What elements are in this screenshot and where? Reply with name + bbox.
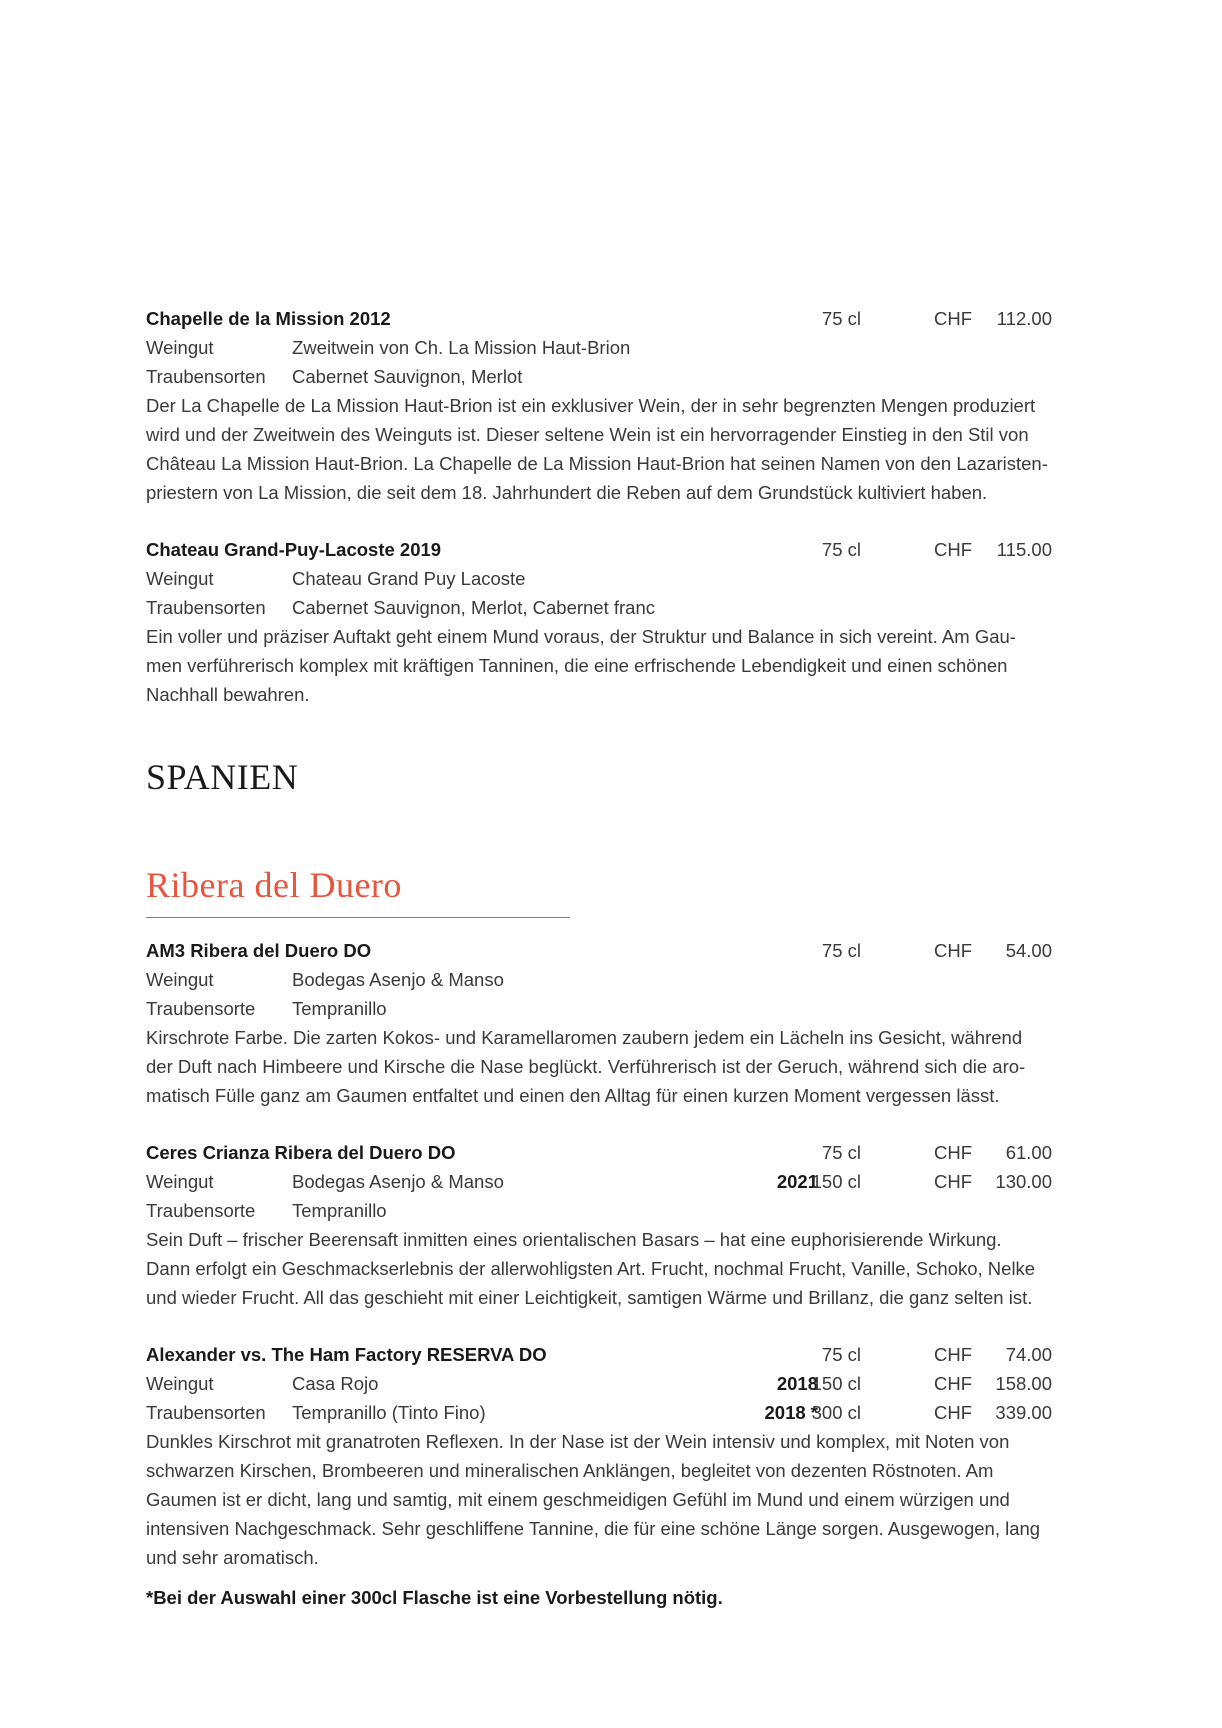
desc-line: und sehr aromatisch. bbox=[146, 1547, 319, 1568]
trauben-label: Traubensorte bbox=[146, 998, 256, 1019]
desc-line: Dann erfolgt ein Geschmackserlebnis der allerwohligsten Art. Frucht, nochmal Frucht, Vanille, Schoko, Nelke bbox=[146, 1258, 1036, 1279]
desc-line: Dunkles Kirschrot mit granatroten Reflexen. In der Nase ist der Wein intensiv und komplex, mit Noten von bbox=[146, 1431, 1010, 1452]
desc-line: Château La Mission Haut-Brion. La Chapelle de La Mission Haut-Brion hat seinen Namen von den Lazaristen- bbox=[146, 453, 1048, 474]
region-heading: Ribera del Duero bbox=[146, 865, 402, 905]
wine-trauben-row bbox=[146, 593, 1066, 622]
trauben-label: Traubensorten bbox=[146, 366, 266, 387]
trauben-label: Traubensorte bbox=[146, 1200, 256, 1221]
wine-price: 130.00 bbox=[995, 1171, 1052, 1192]
wine-weingut-row bbox=[146, 965, 1066, 994]
desc-line: Gaumen ist er dicht, lang und samtig, mit einem geschmeidigen Gefühl im Mund und einem würzigen und bbox=[146, 1489, 1010, 1510]
trauben-value: Cabernet Sauvignon, Merlot, Cabernet franc bbox=[292, 597, 656, 618]
trauben-value: Cabernet Sauvignon, Merlot bbox=[292, 366, 523, 387]
country-heading: SPANIEN bbox=[146, 757, 299, 797]
wine-price: 112.00 bbox=[996, 308, 1052, 329]
desc-line: Kirschrote Farbe. Die zarten Kokos- und Karamellaromen zaubern jedem ein Lächeln ins Gesicht, während bbox=[146, 1027, 1023, 1048]
desc-line: matisch Fülle ganz am Gaumen entfaltet und einen den Alltag für einen kurzen Moment vergessen lässt. bbox=[146, 1085, 1000, 1106]
wine-header-row bbox=[146, 936, 1066, 965]
weingut-label: Weingut bbox=[146, 337, 214, 358]
weingut-label: Weingut bbox=[146, 969, 214, 990]
desc-line: Der La Chapelle de La Mission Haut-Brion ist ein exklusiver Wein, der in sehr begrenzten Mengen produziert bbox=[146, 395, 1036, 416]
wine-currency: CHF bbox=[934, 1373, 973, 1394]
wine-header-row bbox=[146, 535, 1066, 564]
desc-line: Nachhall bewahren. bbox=[146, 684, 310, 705]
desc-line: men verführerisch komplex mit kräftigen Tanninen, die eine erfrischende Lebendigkeit und einen schönen bbox=[146, 655, 1008, 676]
wine-price: 74.00 bbox=[1005, 1344, 1052, 1365]
wine-weingut-row bbox=[146, 333, 1066, 362]
weingut-value: Bodegas Asenjo & Manso bbox=[292, 969, 504, 990]
wine-price: 158.00 bbox=[995, 1373, 1052, 1394]
wine-volume: 75 cl bbox=[821, 1142, 861, 1163]
trauben-value: Tempranillo (Tinto Fino) bbox=[292, 1402, 486, 1423]
vintage-year: 2018 bbox=[776, 1373, 818, 1394]
desc-line: der Duft nach Himbeere und Kirsche die Nase beglückt. Verführerisch ist der Geruch, während sich die aro- bbox=[146, 1056, 1026, 1077]
wine-weingut-row bbox=[146, 1369, 1066, 1398]
wine-description bbox=[146, 1023, 1066, 1110]
wine-name: AM3 Ribera del Duero DO bbox=[146, 940, 372, 961]
desc-line: Sein Duft – frischer Beerensaft inmitten eines orientalischen Basars – hat eine euphorisierende Wirkung. bbox=[146, 1229, 1002, 1250]
wine-price: 61.00 bbox=[1005, 1142, 1052, 1163]
wine-currency: CHF bbox=[934, 308, 973, 329]
wine-currency: CHF bbox=[934, 1142, 973, 1163]
wine-description bbox=[146, 391, 1066, 507]
wine-currency: CHF bbox=[934, 1402, 973, 1423]
wine-trauben-row bbox=[146, 1398, 1066, 1427]
desc-line: intensiven Nachgeschmack. Sehr geschliffene Tannine, die für eine schöne Länge sorgen. Ausgewogen, lang bbox=[146, 1518, 1041, 1539]
weingut-label: Weingut bbox=[146, 1171, 214, 1192]
weingut-value: Zweitwein von Ch. La Mission Haut-Brion bbox=[292, 337, 631, 358]
wine-name: Ceres Crianza Ribera del Duero DO bbox=[146, 1142, 456, 1163]
wine-weingut-row bbox=[146, 564, 1066, 593]
wine-description bbox=[146, 622, 1066, 709]
wine-name: Chapelle de la Mission 2012 bbox=[146, 308, 391, 329]
weingut-value: Chateau Grand Puy Lacoste bbox=[292, 568, 526, 589]
footnote: *Bei der Auswahl einer 300cl Flasche ist eine Vorbestellung nötig. bbox=[146, 1587, 723, 1608]
wine-weingut-row bbox=[146, 1167, 1066, 1196]
wine-currency: CHF bbox=[934, 539, 973, 560]
wine-trauben-row bbox=[146, 1196, 1066, 1225]
wine-name: Chateau Grand-Puy-Lacoste 2019 bbox=[146, 539, 442, 560]
desc-line: schwarzen Kirschen, Brombeeren und mineralischen Anklängen, begleitet von dezenten Röstnoten. Am bbox=[146, 1460, 994, 1481]
wine-volume: 75 cl bbox=[821, 940, 861, 961]
wine-volume: 75 cl bbox=[821, 539, 861, 560]
wine-price: 54.00 bbox=[1005, 940, 1052, 961]
weingut-label: Weingut bbox=[146, 1373, 214, 1394]
trauben-label: Traubensorten bbox=[146, 1402, 266, 1423]
wine-header-row bbox=[146, 1138, 1066, 1167]
desc-line: Ein voller und präziser Auftakt geht einem Mund voraus, der Struktur und Balance in sich vereint. Am Gau- bbox=[146, 626, 1016, 647]
wine-price: 115.00 bbox=[996, 539, 1052, 560]
wine-currency: CHF bbox=[934, 940, 973, 961]
trauben-value: Tempranillo bbox=[292, 998, 387, 1019]
region-underline bbox=[146, 917, 570, 918]
weingut-value: Casa Rojo bbox=[292, 1373, 379, 1394]
desc-line: wird und der Zweitwein des Weinguts ist. Dieser seltene Wein ist ein hervorragender Einstieg in den Stil von bbox=[146, 424, 1029, 445]
wine-description bbox=[146, 1427, 1066, 1572]
wine-volume: 150 cl bbox=[811, 1373, 861, 1394]
vintage-year: 2021 bbox=[776, 1171, 818, 1192]
vintage-year: 2018 * bbox=[764, 1402, 818, 1423]
desc-line: priestern von La Mission, die seit dem 18. Jahrhundert die Reben auf dem Grundstück kultiviert haben. bbox=[146, 482, 988, 503]
wine-description bbox=[146, 1225, 1066, 1312]
wine-header-row bbox=[146, 304, 1066, 333]
trauben-value: Tempranillo bbox=[292, 1200, 387, 1221]
wine-trauben-row bbox=[146, 362, 1066, 391]
wine-currency: CHF bbox=[934, 1344, 973, 1365]
wine-volume: 300 cl bbox=[811, 1402, 861, 1423]
trauben-label: Traubensorten bbox=[146, 597, 266, 618]
wine-volume: 150 cl bbox=[811, 1171, 861, 1192]
wine-header-row bbox=[146, 1340, 1066, 1369]
wine-volume: 75 cl bbox=[821, 1344, 861, 1365]
weingut-value: Bodegas Asenjo & Manso bbox=[292, 1171, 504, 1192]
wine-currency: CHF bbox=[934, 1171, 973, 1192]
weingut-label: Weingut bbox=[146, 568, 214, 589]
wine-price: 339.00 bbox=[995, 1402, 1052, 1423]
desc-line: und wieder Frucht. All das geschieht mit einer Leichtigkeit, samtigen Wärme und Brillanz, die ganz selten ist. bbox=[146, 1287, 1033, 1308]
wine-trauben-row bbox=[146, 994, 1066, 1023]
wine-volume: 75 cl bbox=[821, 308, 861, 329]
wine-name: Alexander vs. The Ham Factory RESERVA DO bbox=[146, 1344, 547, 1365]
